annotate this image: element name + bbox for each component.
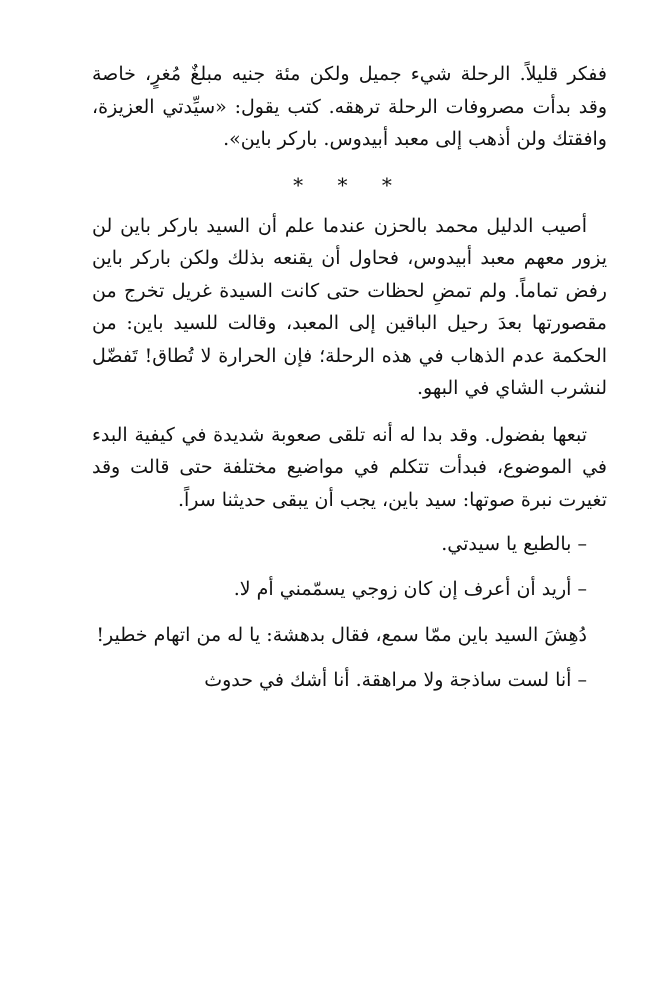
dialogue-line-1: – بالطبع يا سيدتي. — [441, 533, 587, 555]
dialogue-line-3: – أنا لست ساذجة ولا مراهقة. أنا أشك في حدوث — [204, 668, 587, 691]
paragraph-1: ففكر قليلاً. الرحلة شيء جميل ولكن مئة جنيه مبلغٌ مُغرٍ، خاصة وقد بدأت مصروفات الرحلة ترهقه. كتب يقول: «سيِّدتي العزيزة، وافقتك ولن أذهب إلى معبد أبيدوس. باركر باين». — [92, 63, 607, 150]
paragraph-3: تبعها بفضول. وقد بدا له أنه تلقى صعوبة شديدة في كيفية البدء في الموضوع، فبدأت تتكلم في مواضيع مختلفة حتى قالت وقد تغيرت نبرة صوتها: سيد باين، يجب أن يبقى حديثنا سراً. — [92, 423, 607, 511]
book-page — [92, 58, 607, 696]
section-separator: * * * — [293, 172, 406, 197]
paragraph-4: دُهِشَ السيد باين ممّا سمع، فقال بدهشة: يا له من اتهام خطير! — [96, 624, 587, 646]
paragraph-2: أصيب الدليل محمد بالحزن عندما علم أن السيد باركر باين لن يزور معهم معبد أبيدوس، فحاول أن يقنعه بذلك ولكن باركر باين رفض تماماً. ولم تمضِ لحظات حتى كانت السيدة غريل تخرج من مقصورتها بعدَ رحيل الباقين إلى المعبد، وقالت للسيد باين: من الحكمة عدم الذهاب في هذه الرحلة؛ فإن الحرارة لا تُطاق! تَفضّل لنشرب الشاي في البهو. — [92, 214, 607, 399]
dialogue-line-2: – أريد أن أعرف إن كان زوجي يسمّمني أم لا. — [233, 577, 587, 600]
